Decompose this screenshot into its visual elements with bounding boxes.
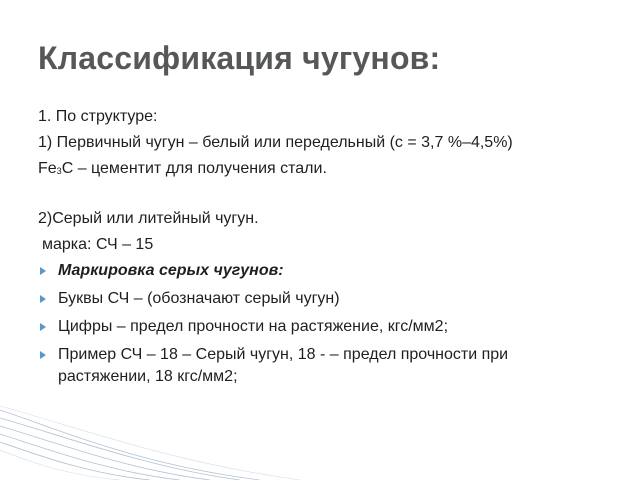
triangle-right-bullet-icon bbox=[40, 267, 46, 275]
grey-cast-iron-line: 2)Серый или литейный чугун. bbox=[38, 210, 259, 227]
slide-body bbox=[38, 106, 598, 394]
bullet-text: Пример СЧ – 18 – Серый чугун, 18 - – предел прочности при растяжении, 18 кгс/мм2; bbox=[58, 346, 509, 385]
swoosh-line bbox=[0, 418, 240, 480]
bullet-item-marking bbox=[38, 260, 598, 282]
triangle-right-bullet-icon bbox=[40, 323, 46, 331]
bullet-text: Цифры – предел прочности на растяжение, кгс/мм2; bbox=[58, 318, 449, 335]
swoosh-line bbox=[0, 410, 260, 480]
grade-line: марка: СЧ – 15 bbox=[42, 236, 154, 253]
structure-heading: 1. По структуре: bbox=[38, 108, 158, 125]
decorative-swoosh-lines bbox=[0, 380, 640, 480]
cementite-line bbox=[38, 158, 598, 182]
triangle-right-bullet-icon bbox=[40, 295, 46, 303]
bullet-item-letters bbox=[38, 288, 598, 310]
cementite-text: С – цементит для получения стали. bbox=[61, 160, 327, 177]
bullet-text: Маркировка серых чугунов: bbox=[58, 262, 284, 279]
bullet-text: Буквы СЧ – (обозначают серый чугун) bbox=[58, 290, 340, 307]
cementite-formula-fe: Fe bbox=[38, 160, 57, 177]
primary-cast-iron-line: 1) Первичный чугун – белый или передельный (с = 3,7 %–4,5%) bbox=[38, 134, 513, 151]
swoosh-line bbox=[0, 406, 300, 480]
triangle-right-bullet-icon bbox=[40, 351, 46, 359]
bullet-item-digits bbox=[38, 316, 598, 338]
swoosh-line bbox=[0, 442, 150, 480]
cementite-formula-subscript: 3 bbox=[56, 166, 62, 176]
slide-title: Классификация чугунов: bbox=[38, 40, 441, 76]
spacer bbox=[38, 186, 598, 208]
